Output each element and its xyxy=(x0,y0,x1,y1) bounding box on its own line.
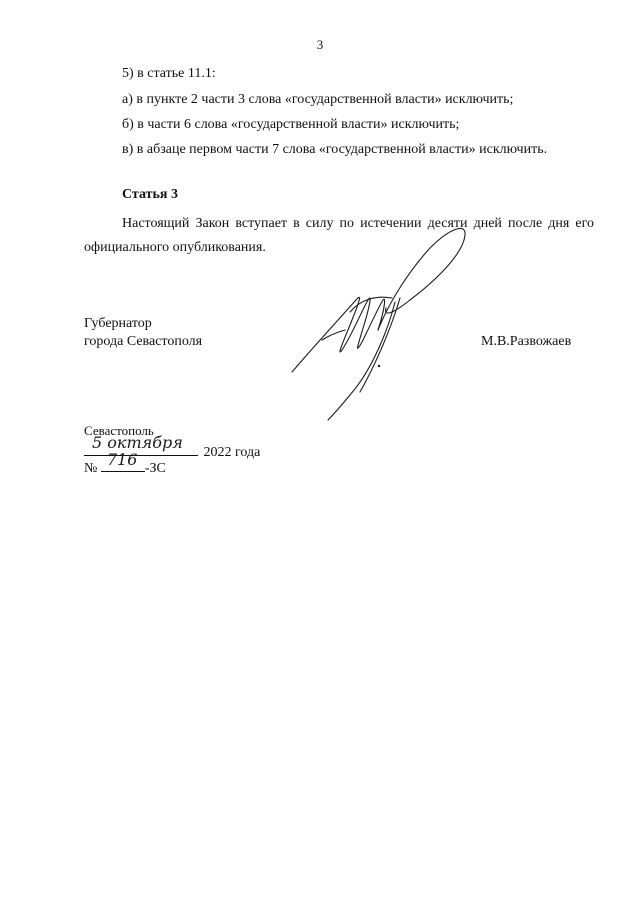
article-heading: Статья 3 xyxy=(122,187,178,202)
page-number: 3 xyxy=(316,37,324,52)
handwritten-date: 5 октября xyxy=(92,433,183,452)
list-item: б) в части 6 слова «государственной власти» исключить; xyxy=(122,117,460,132)
list-item: 5) в статье 11.1: xyxy=(122,66,216,81)
date-blank xyxy=(84,433,198,456)
number-blank xyxy=(101,450,145,472)
number-suffix: -ЗС xyxy=(144,461,166,476)
signatory-name: М.В.Развожаев xyxy=(481,334,572,349)
list-item: а) в пункте 2 части 3 слова «государственной власти» исключить; xyxy=(122,92,514,107)
handwritten-number: 716 xyxy=(106,450,138,469)
place-city: Севастополь xyxy=(84,423,154,438)
number-line xyxy=(84,450,166,477)
signatory-title-line2: города Севастополя xyxy=(84,334,203,349)
date-year: 2022 года xyxy=(203,445,261,460)
number-sign: № xyxy=(84,461,98,476)
signatory-title-line1: Губернатор xyxy=(84,316,152,331)
list-item: в) в абзаце первом части 7 слова «государственной власти» исключить. xyxy=(122,142,548,157)
article-text: Настоящий Закон вступает в силу по истечении десяти дней после дня его официального опубликования. xyxy=(84,216,594,255)
